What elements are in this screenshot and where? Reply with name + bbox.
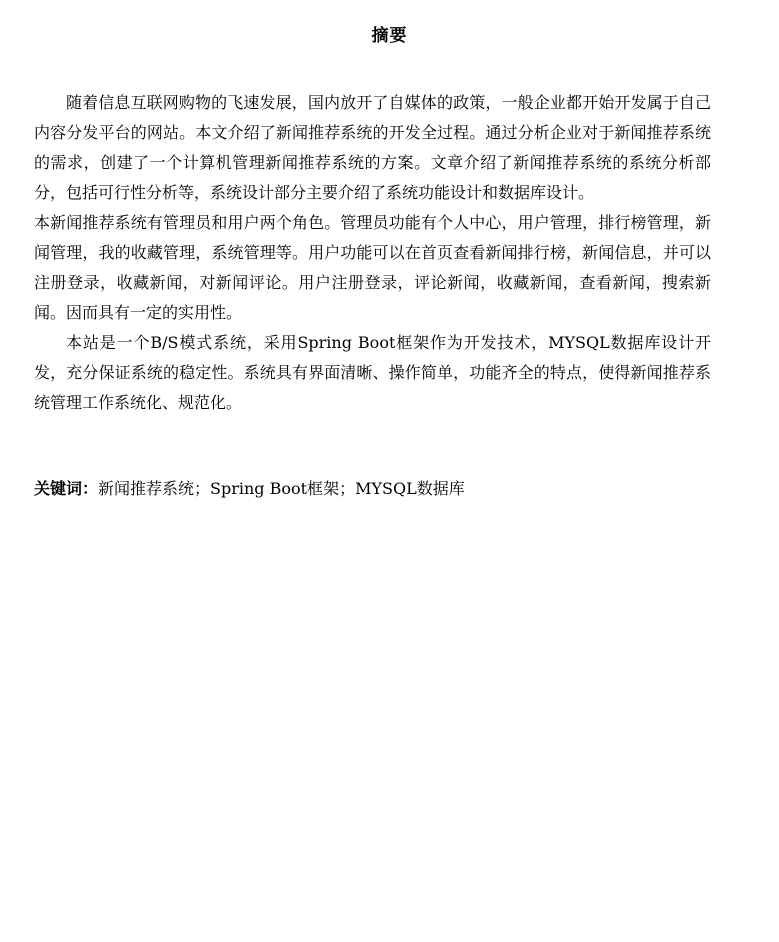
- abstract-body: [34, 88, 711, 418]
- keywords-line: [34, 476, 711, 502]
- abstract-paragraph-3: 本站是一个B/S模式系统，采用Spring Boot框架作为开发技术，MYSQL数据库设计开发，充分保证系统的稳定性。系统具有界面清晰、操作简单，功能齐全的特点，使得新闻推荐系统管理工作系统化、规范化。: [34, 333, 711, 412]
- abstract-paragraph-1: 随着信息互联网购物的飞速发展，国内放开了自媒体的政策，一般企业都开始开发属于自己内容分发平台的网站。本文介绍了新闻推荐系统的开发全过程。通过分析企业对于新闻推荐系统的需求，创建了一个计算机管理新闻推荐系统的方案。文章介绍了新闻推荐系统的系统分析部分，包括可行性分析等，系统设计部分主要介绍了系统功能设计和数据库设计。: [34, 93, 711, 202]
- abstract-title: 摘要: [371, 26, 408, 46]
- keywords-label: 关键词：: [34, 479, 99, 498]
- abstract-paragraph-2: 本新闻推荐系统有管理员和用户两个角色。管理员功能有个人中心，用户管理，排行榜管理，新闻管理，我的收藏管理，系统管理等。用户功能可以在首页查看新闻排行榜，新闻信息，并可以注册登录，收藏新闻，对新闻评论。用户注册登录，评论新闻，收藏新闻，查看新闻，搜索新闻。因而具有一定的实用性。: [34, 213, 711, 322]
- keywords-text: 新闻推荐系统；Spring Boot框架；MYSQL数据库: [98, 479, 465, 498]
